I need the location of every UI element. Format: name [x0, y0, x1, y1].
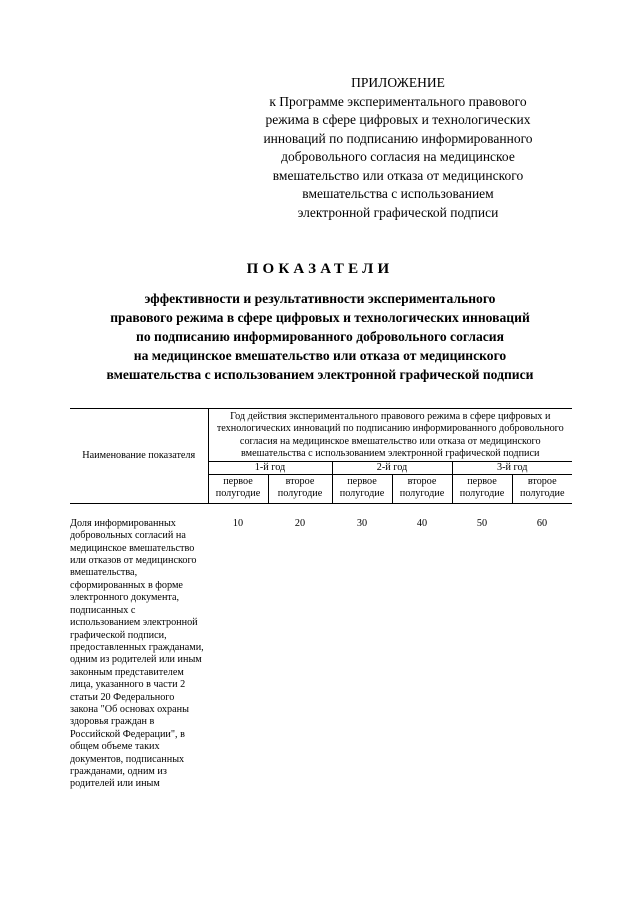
subtitle-line: на медицинское вмешательство или отказа от медицинского	[133, 348, 507, 363]
subtitle-line: вмешательства с использованием электронной графической подписи	[106, 367, 534, 382]
column-header-name: Наименование показателя	[70, 409, 208, 504]
half-year-header: второе полугодие	[392, 475, 452, 504]
table-row	[70, 518, 572, 791]
appendix-line: электронной графической подписи	[297, 204, 499, 220]
subtitle-line: эффективности и результативности экспериментального	[144, 291, 496, 306]
half-year-header: второе полугодие	[512, 475, 572, 504]
indicator-value: 30	[356, 517, 368, 529]
half-year-header: первое полугодие	[208, 475, 268, 504]
document-title: ПОКАЗАТЕЛИ	[246, 261, 394, 277]
appendix-line: добровольного согласия на медицинское	[281, 149, 515, 164]
appendix-line: инноваций по подписанию информированного	[263, 130, 533, 146]
year-header: 2-й год	[332, 461, 452, 474]
appendix-line: режима в сфере цифровых и технологических	[265, 112, 531, 127]
indicator-value: 10	[232, 517, 244, 529]
indicator-value: 50	[476, 517, 488, 529]
year-header: 1-й год	[208, 461, 332, 474]
appendix-line: к Программе экспериментального правового	[269, 93, 527, 109]
indicator-value: 40	[416, 517, 428, 529]
table-spacer	[70, 503, 572, 518]
indicator-value: 20	[294, 517, 306, 529]
subtitle-line: по подписанию информированного добровольного согласия	[136, 329, 504, 344]
indicator-value: 60	[536, 517, 548, 529]
appendix-line: вмешательство или отказа от медицинского	[272, 167, 524, 183]
half-year-header: первое полугодие	[332, 475, 392, 504]
appendix-line: ПРИЛОЖЕНИЕ	[351, 75, 445, 90]
indicators-table	[70, 408, 572, 791]
indicator-name: Доля информированных добровольных согласий на медицинское вмешательство или отказов от медицинского вмешательства, сформированных в форме электронного документа, подписанных с использованием электронной графической подписи, предоставленных гражданами, одним из родителей или иным законным представителем лица, указанного в части 2 статьи 20 Федерального закона "Об основах охраны здоровья граждан в Российской Федерации", в общем объеме таких документов, подписанных гражданами, одним из родителей или иным	[70, 517, 204, 790]
appendix-line: вмешательства с использованием	[302, 186, 494, 201]
year-header: 3-й год	[452, 461, 572, 474]
column-header-period: Год действия экспериментального правового режима в сфере цифровых и технологических инноваций по подписанию информированного добровольного согласия на медицинское вмешательство или отказа от медицинского вмешательства с использованием электронной графической подписи	[208, 409, 572, 462]
appendix-header	[218, 74, 578, 222]
subtitle-line: правового режима в сфере цифровых и технологических инноваций	[110, 310, 530, 325]
half-year-header: первое полугодие	[452, 475, 512, 504]
half-year-header: второе полугодие	[268, 475, 332, 504]
document-subtitle	[0, 289, 640, 384]
